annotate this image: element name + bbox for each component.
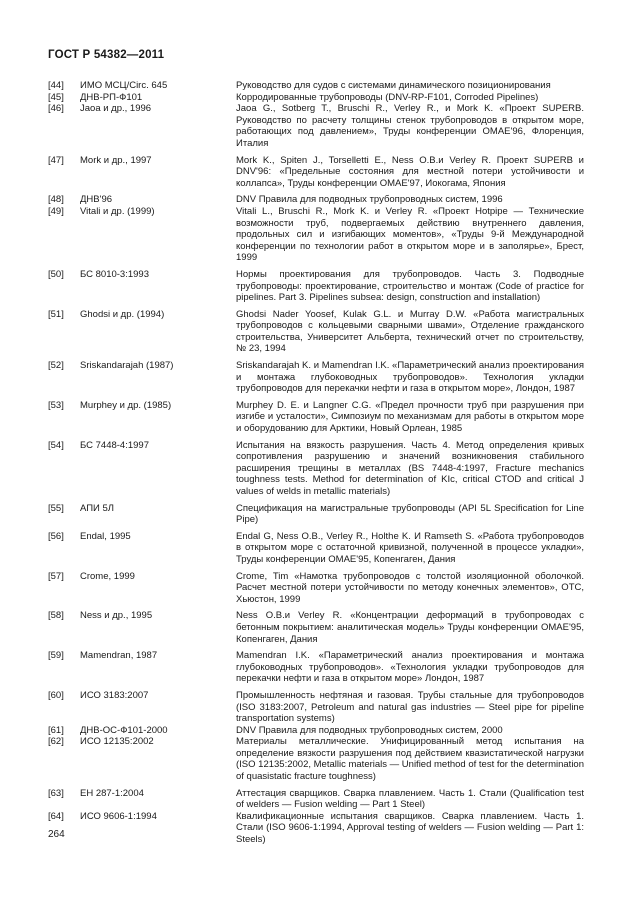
reference-description: Корродированные трубопроводы (DNV-RP-F101, Corroded Pipelines) <box>236 91 539 103</box>
reference-source: Crome, 1999 <box>80 570 135 582</box>
reference-source: ЕН 287-1:2004 <box>80 787 144 799</box>
reference-entry <box>48 206 584 264</box>
reference-entry <box>48 736 584 782</box>
reference-number: [57] <box>48 570 64 582</box>
reference-description: Материалы металлические. Унифицированный метод испытания на определение вязкости разрушения под действием квазистатической нагрузки (ISO 12135:2002, Metallic materials — Unified method of test for the determination of quasistatic fracture toughness) <box>236 736 584 783</box>
reference-description: Mork K., Spiten J., Torselletti E., Ness O.B.и Verley R. Проект SUPERB и DNV'96: «Предельные состояния для местной потери устойчивости и коллапса», Труды конференции OMAE'97, Иокогама, Япония <box>236 154 584 189</box>
reference-entry <box>48 92 584 104</box>
reference-description: Murphey D. E. и Langner C.G. «Предел прочности труб при разрушения при изгибе и усталости», Симпозиум по механизмам для работы в открытом море и оборудованию для Арктики, Новый Орлеан, 1985 <box>236 399 584 435</box>
reference-entry <box>48 80 584 92</box>
reference-entry <box>48 610 584 645</box>
reference-description: Промышленность нефтяная и газовая. Трубы стальные для трубопроводов (ISO 3183:2007, Petroleum and natural gas industries — Steel pipe for pipeline transportation systems) <box>236 689 584 725</box>
reference-entry <box>48 531 584 566</box>
page-number: 264 <box>48 829 65 840</box>
reference-description: Ness O.B.и Verley R. «Концентрации деформаций в трубопроводах с бетонным покрытием: аналитическая модель» Труды конференции OMAE'95, Копенгаген, Дания <box>236 610 584 645</box>
reference-description: Endal G, Ness O.B., Verley R., Holthe K. И Ramseth S. «Работа трубопроводов в открытом море с остаточной кривизной, полученной в процессе укладки», Труды конференции OMAE'95, Копенгаген, Дания <box>236 530 584 565</box>
reference-source: Mamendran, 1987 <box>80 650 158 662</box>
reference-source: БС 8010-3:1993 <box>80 268 149 280</box>
reference-entry <box>48 503 584 526</box>
reference-entry <box>48 269 584 304</box>
reference-description: Jaoa G., Sotberg T., Bruschi R., Verley R., и Mork K. «Проект SUPERB. Руководство по расчету толщины стенок трубопроводов в открытом море, работающих под давлением», Труды конференции OMAE'96, Флоренция, Италия <box>236 103 584 149</box>
reference-entry <box>48 309 584 355</box>
reference-source: АПИ 5Л <box>80 502 115 514</box>
reference-number: [53] <box>48 399 64 411</box>
reference-number: [47] <box>48 154 64 166</box>
reference-source: Sriskandarajah (1987) <box>80 360 174 372</box>
reference-number: [61] <box>48 724 64 736</box>
reference-description: Испытания на вязкость разрушения. Часть 4. Метод определения кривых сопротивления разрушению и значений возникновения стабильного расширения трещины в металлах (BS 7448-4:1997, Fracture mechanics toughness tests. Method for determination of KIc, critical CTOD and critical J values of welds in metallic materials) <box>236 439 584 497</box>
reference-description: Vitali L., Bruschi R., Mork K. и Verley R. «Проект Hotpipe — Технические возможности труб, подвергаемых действию внутреннего давления, продольных сил и изгибающих моментов», «Труды 9-й Международной конференции по технологии работ в открытом море и в заполярье», Брест, 1999 <box>236 205 584 264</box>
reference-number: [49] <box>48 205 64 217</box>
reference-entry <box>48 811 584 846</box>
reference-number: [58] <box>48 610 64 622</box>
reference-description: Аттестация сварщиков. Сварка плавлением. Часть 1. Стали (Qualification test of welders — Fusion welding — Part 1 Steel) <box>236 787 584 811</box>
reference-entry <box>48 690 584 725</box>
reference-number: [60] <box>48 689 64 701</box>
reference-number: [63] <box>48 787 64 799</box>
reference-source: Ness и др., 1995 <box>80 610 153 622</box>
reference-description: Квалификационные испытания сварщиков. Сварка плавлением. Часть 1. Стали (ISO 9606-1:1994, Approval testing of welders — Fusion welding — Part 1: Steels) <box>236 810 584 846</box>
reference-number: [56] <box>48 530 64 542</box>
reference-number: [50] <box>48 268 64 280</box>
reference-number: [59] <box>48 650 64 662</box>
reference-list <box>48 80 584 846</box>
reference-source: Endal, 1995 <box>80 530 131 542</box>
reference-entry <box>48 440 584 498</box>
reference-number: [46] <box>48 103 64 115</box>
reference-number: [44] <box>48 80 64 91</box>
reference-entry <box>48 194 584 206</box>
reference-description: Crome, Tim «Намотка трубопроводов с толстой изоляционной оболочкой. Расчет местной потери устойчивости по методу конечных элементов», OTC, Хьюстон, 1999 <box>236 570 584 605</box>
reference-source: Jaoa и др., 1996 <box>80 103 152 115</box>
reference-number: [54] <box>48 439 64 451</box>
reference-entry <box>48 725 584 737</box>
reference-source: ИСО 3183:2007 <box>80 689 149 701</box>
reference-source: Mork и др., 1997 <box>80 154 152 166</box>
reference-number: [62] <box>48 736 64 748</box>
reference-description: Mamendran I.K. «Параметрический анализ проектирования и монтажа глубоководных трубопроводов». «Технология укладки трубопроводов для перекачки нефти и газа в открытом море» Лондон, 1987 <box>236 650 584 685</box>
reference-source: БС 7448-4:1997 <box>80 439 149 451</box>
reference-description: Нормы проектирования для трубопроводов. Часть 3. Подводные трубопроводы: проектирование, строительство и монтаж (Code of practice for pipelines. Part 3. Pipelines subsea: design, construction and installation) <box>236 268 584 304</box>
reference-entry <box>48 360 584 395</box>
reference-entry <box>48 650 584 685</box>
reference-entry <box>48 103 584 149</box>
reference-number: [55] <box>48 502 64 514</box>
reference-source: ИСО 12135:2002 <box>80 736 154 748</box>
reference-source: ИСО 9606-1:1994 <box>80 810 157 822</box>
reference-source: ДНВ'96 <box>80 194 113 206</box>
reference-description: Руководство для судов с системами динамического позиционирования <box>236 80 551 91</box>
reference-number: [48] <box>48 194 64 206</box>
reference-number: [52] <box>48 360 64 372</box>
reference-entry <box>48 788 584 811</box>
reference-description: DNV Правила для подводных трубопроводных систем, 2000 <box>236 724 503 736</box>
reference-source: ДНВ-РП-Ф101 <box>80 91 143 103</box>
reference-description: Ghodsi Nader Yoosef, Kulak G.L. и Murray D.W. «Работа магистральных трубопроводов с кольцевыми сварными швами», Отделение гражданского строительства, Университет Альберта, технический отчет по строительству, № 23, 1994 <box>236 308 584 355</box>
reference-source: Vitali и др. (1999) <box>80 205 155 217</box>
reference-description: Sriskandarajah K. и Mamendran I.K. «Параметрический анализ проектирования и монтажа глубоководных трубопроводов». Технология укладки трубопроводов для перекачки нефти и газа в открытом море», Лондон, 1987 <box>236 360 584 395</box>
reference-entry <box>48 155 584 190</box>
reference-source: Ghodsi и др. (1994) <box>80 308 165 320</box>
reference-number: [64] <box>48 810 64 822</box>
reference-description: Спецификация на магистральные трубопроводы (API 5L Specification for Line Pipe) <box>236 502 584 526</box>
document-header: ГОСТ Р 54382—2011 <box>48 49 165 61</box>
reference-entry <box>48 400 584 435</box>
reference-entry <box>48 571 584 606</box>
reference-number: [45] <box>48 91 64 103</box>
reference-source: Murphey и др. (1985) <box>80 399 172 411</box>
reference-number: [51] <box>48 308 64 320</box>
reference-source: ДНВ-ОС-Ф101-2000 <box>80 724 168 736</box>
reference-description: DNV Правила для подводных трубопроводных систем, 1996 <box>236 194 503 206</box>
reference-source: ИМО МСЦ/Circ. 645 <box>80 80 168 91</box>
